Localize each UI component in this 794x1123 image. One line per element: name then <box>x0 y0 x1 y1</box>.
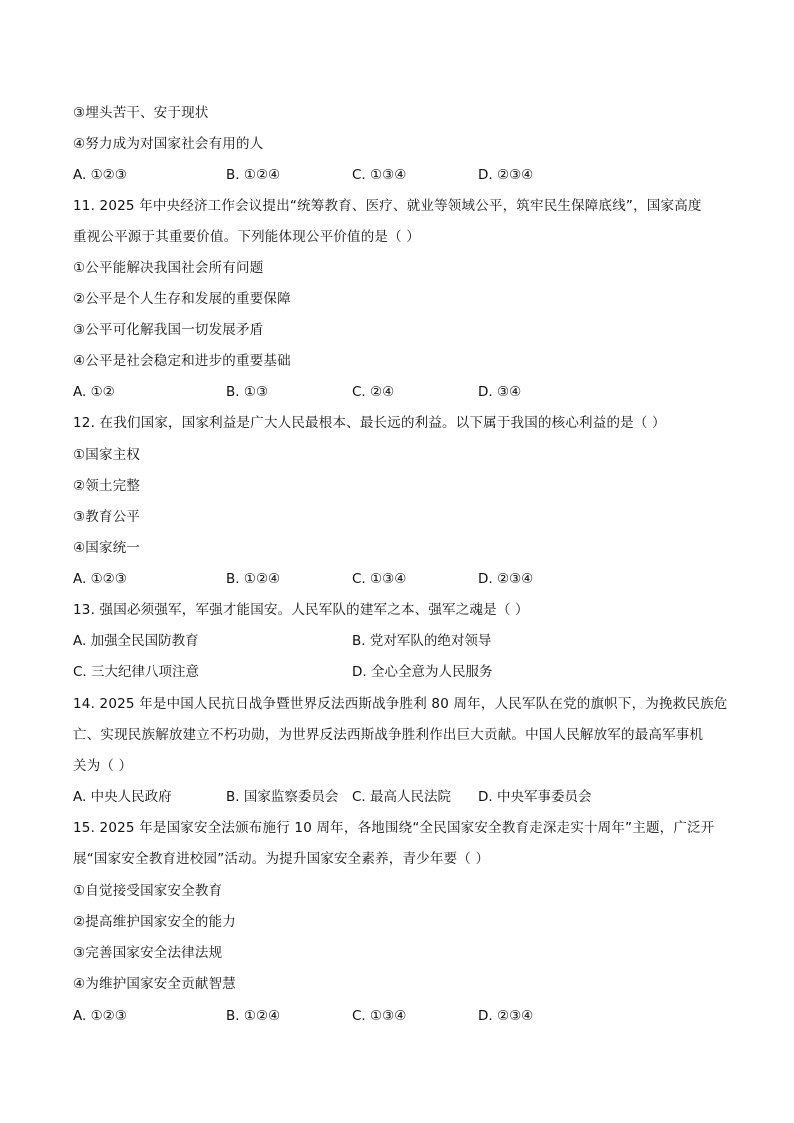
q11-choice-c[interactable]: C. ②④ <box>352 384 395 400</box>
q11-stem-line-2: 重视公平源于其重要价值。下列能体现公平价值的是（ ） <box>73 229 420 245</box>
q10-choice-a[interactable]: A. ①②③ <box>73 167 127 183</box>
q12-choice-a[interactable]: A. ①②③ <box>73 571 127 587</box>
q12-option-3: ③教育公平 <box>73 509 141 525</box>
q12-choice-d[interactable]: D. ②③④ <box>478 571 534 587</box>
q10-option-3: ③埋头苦干、安于现状 <box>73 105 209 121</box>
q10-choice-c[interactable]: C. ①③④ <box>352 167 407 183</box>
q12-stem-line-1: 12. 在我们国家，国家利益是广大人民最根本、最长远的利益。以下属于我国的核心利益的是（ ） <box>73 415 666 431</box>
q15-option-1: ①自觉接受国家安全教育 <box>73 883 223 899</box>
q13-choice-b[interactable]: B. 党对军队的绝对领导 <box>352 633 492 649</box>
q12-choice-b[interactable]: B. ①②④ <box>226 571 281 587</box>
q14-choice-c[interactable]: C. 最高人民法院 <box>352 789 452 805</box>
q12-option-2: ②领土完整 <box>73 478 141 494</box>
q12-option-4: ④国家统一 <box>73 540 141 556</box>
q13-choice-c[interactable]: C. 三大纪律八项注意 <box>73 664 200 680</box>
q15-choice-b[interactable]: B. ①②④ <box>226 1008 281 1024</box>
q15-option-3: ③完善国家安全法律法规 <box>73 945 223 961</box>
q11-option-2: ②公平是个人生存和发展的重要保障 <box>73 291 291 307</box>
q11-stem-line-1: 11. 2025 年中央经济工作会议提出“统筹教育、医疗、就业等领域公平，筑牢民生保障底线”，国家高度 <box>73 198 702 214</box>
q15-choice-c[interactable]: C. ①③④ <box>352 1008 407 1024</box>
q11-choice-b[interactable]: B. ①③ <box>226 384 269 400</box>
q13-stem-line-1: 13. 强国必须强军，军强才能国安。人民军队的建军之本、强军之魂是（ ） <box>73 602 529 618</box>
q11-option-3: ③公平可化解我国一切发展矛盾 <box>73 322 264 338</box>
q14-choice-a[interactable]: A. 中央人民政府 <box>73 789 172 805</box>
q12-option-1: ①国家主权 <box>73 447 141 463</box>
q13-choice-a[interactable]: A. 加强全民国防教育 <box>73 633 199 649</box>
q10-choice-d[interactable]: D. ②③④ <box>478 167 534 183</box>
q15-choice-d[interactable]: D. ②③④ <box>478 1008 534 1024</box>
q15-option-4: ④为维护国家安全贡献智慧 <box>73 976 237 992</box>
q15-choice-a[interactable]: A. ①②③ <box>73 1008 127 1024</box>
q15-stem-line-2: 展“国家安全教育进校园”活动。为提升国家安全素养，青少年要（ ） <box>73 851 490 867</box>
q14-choice-d[interactable]: D. 中央军事委员会 <box>478 789 592 805</box>
q14-stem-line-1: 14. 2025 年是中国人民抗日战争暨世界反法西斯战争胜利 80 周年，人民军队在党的旗帜下，为挽救民族危 <box>73 696 728 712</box>
q14-stem-line-2: 亡、实现民族解放建立不朽功勋，为世界反法西斯战争胜利作出巨大贡献。中国人民解放军的最高军事机 <box>73 727 704 743</box>
q15-stem-line-1: 15. 2025 年是国家安全法颁布施行 10 周年，各地围绕“全民国家安全教育走深走实十周年”主题，广泛开 <box>73 820 715 836</box>
q10-choice-b[interactable]: B. ①②④ <box>226 167 281 183</box>
q13-choice-d[interactable]: D. 全心全意为人民服务 <box>352 664 493 680</box>
q14-stem-line-3: 关为（ ） <box>73 758 133 774</box>
q11-option-1: ①公平能解决我国社会所有问题 <box>73 260 264 276</box>
q11-option-4: ④公平是社会稳定和进步的重要基础 <box>73 353 291 369</box>
q15-option-2: ②提高维护国家安全的能力 <box>73 914 237 930</box>
q11-choice-d[interactable]: D. ③④ <box>478 384 522 400</box>
q11-choice-a[interactable]: A. ①② <box>73 384 115 400</box>
q12-choice-c[interactable]: C. ①③④ <box>352 571 407 587</box>
q14-choice-b[interactable]: B. 国家监察委员会 <box>226 789 339 805</box>
q10-option-4: ④努力成为对国家社会有用的人 <box>73 136 264 152</box>
